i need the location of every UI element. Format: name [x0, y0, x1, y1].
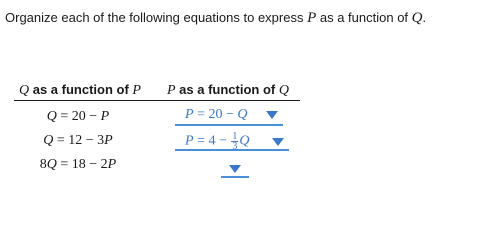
caret-down-icon[interactable]	[272, 138, 284, 146]
question-prompt	[5, 10, 426, 27]
prompt-text: .	[422, 10, 427, 25]
column-header-q-of-p: Q as a function of P	[19, 82, 141, 98]
equation-row-3: 8Q = 18 − 2P	[39, 157, 117, 172]
prompt-var-q: Q	[411, 10, 423, 26]
answer-dropdown-row-3[interactable]	[221, 157, 249, 178]
prompt-text: Organize each of the following equations to express	[5, 10, 308, 25]
caret-down-icon[interactable]	[266, 111, 278, 119]
answer-selected-value: P = 20 − Q	[185, 107, 248, 122]
answer-dropdown-row-2[interactable]	[175, 130, 289, 151]
answer-selected-value: P = 4 − $\frac{1}{3}$ Q	[185, 131, 250, 152]
prompt-var-p: P	[307, 10, 317, 26]
equation-row-2: Q = 12 − 3P	[43, 133, 113, 148]
caret-down-icon[interactable]	[229, 165, 241, 173]
header-divider	[14, 100, 300, 101]
answer-dropdown-row-1[interactable]	[175, 105, 283, 126]
fraction: $\frac{1}{3}$	[232, 131, 238, 152]
column-header-p-of-q: P as a function of Q	[167, 82, 289, 98]
prompt-text: as a function of	[316, 10, 412, 25]
equation-row-1: Q = 20 − P	[46, 109, 110, 124]
